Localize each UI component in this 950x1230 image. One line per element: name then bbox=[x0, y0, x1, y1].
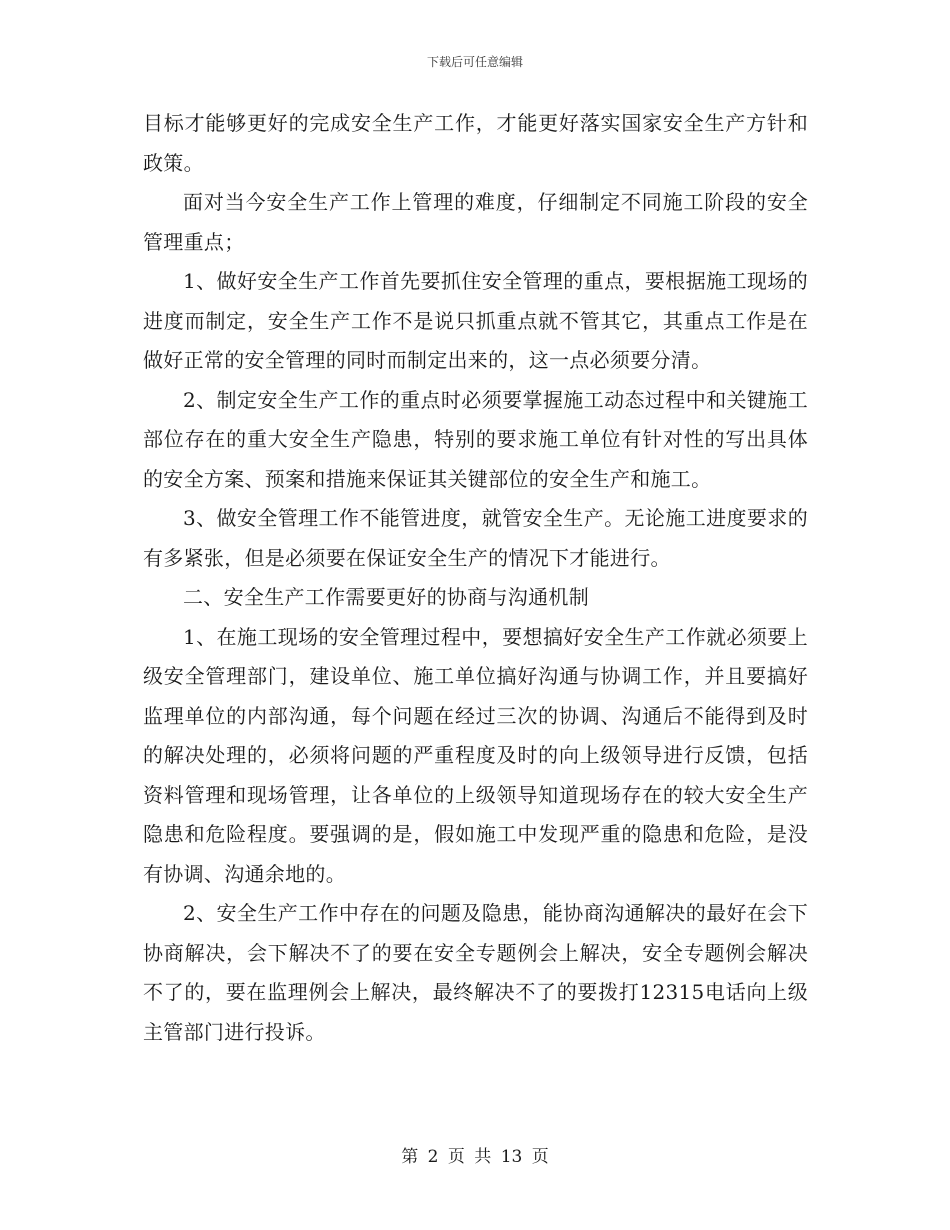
page-number: 第 2 页 共 13 页 bbox=[401, 1147, 549, 1167]
paragraph-section-item-2: 2、安全生产工作中存在的问题及隐患，能协商沟通解决的最好在会下协商解决，会下解决不了的要在安全专题例会上解决，安全专题例会解决不了的，要在监理例会上解决，最终解决不了的要拨打12315电话向上级主管部门进行投诉。 bbox=[143, 901, 808, 1044]
section-heading: 二、安全生产工作需要更好的协商与沟通机制 bbox=[183, 585, 589, 609]
paragraph-item-1: 1、做好安全生产工作首先要抓住安全管理的重点，要根据施工现场的进度而制定，安全生产工作不是说只抓重点就不管其它，其重点工作是在做好正常的安全管理的同时而制定出来的，这一点必须要分清。 bbox=[143, 269, 808, 372]
paragraph-continuation: 目标才能够更好的完成安全生产工作，才能更好落实国家安全生产方针和政策。 bbox=[143, 111, 808, 175]
paragraph-item-3: 3、做安全管理工作不能管进度，就管安全生产。无论施工进度要求的有多紧张，但是必须要在保证安全生产的情况下才能进行。 bbox=[143, 506, 808, 570]
paragraph-intro: 面对当今安全生产工作上管理的难度，仔细制定不同施工阶段的安全管理重点； bbox=[143, 190, 808, 254]
paragraph-section-item-1: 1、在施工现场的安全管理过程中，要想搞好安全生产工作就必须要上级安全管理部门，建设单位、施工单位搞好沟通与协调工作，并且要搞好监理单位的内部沟通，每个问题在经过三次的协调、沟通后不能得到及时的解决处理的，必须将问题的严重程度及时的向上级领导进行反馈，包括资料管理和现场管理，让各单位的上级领导知道现场存在的较大安全生产隐患和危险程度。要强调的是，假如施工中发现严重的隐患和危险，是没有协调、沟通余地的。 bbox=[143, 624, 808, 886]
page-header: 下载后可任意编辑 bbox=[426, 55, 523, 69]
paragraph-item-2: 2、制定安全生产工作的重点时必须要掌握施工动态过程中和关键施工部位存在的重大安全生产隐患，特别的要求施工单位有针对性的写出具体的安全方案、预案和措施来保证其关键部位的安全生产和施工。 bbox=[143, 387, 808, 491]
body-text bbox=[143, 104, 808, 1052]
